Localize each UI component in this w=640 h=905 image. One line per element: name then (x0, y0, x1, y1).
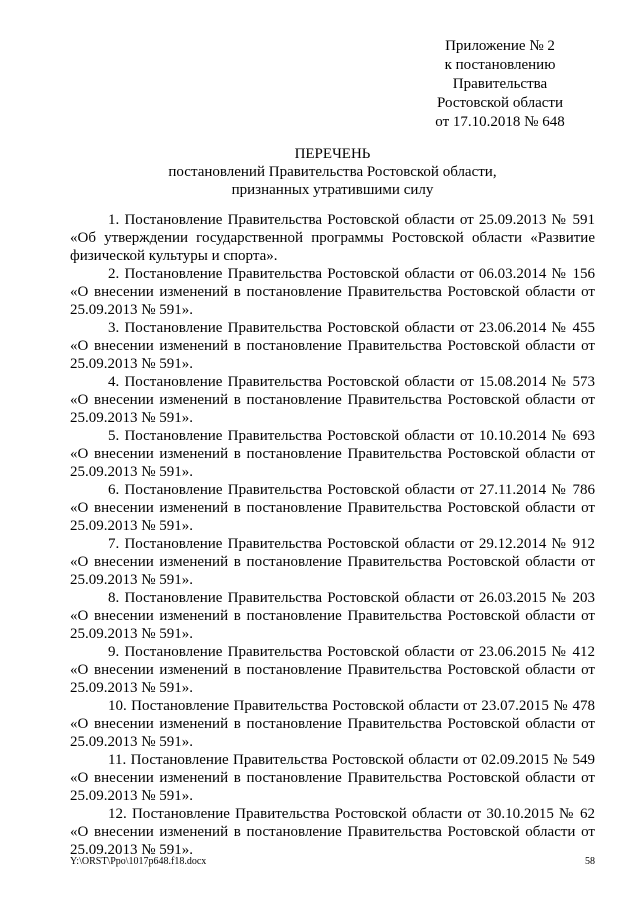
list-item: 3. Постановление Правительства Ростовской области от 23.06.2014 № 455 «О внесении изменений в постановление Правительства Ростовской области от 25.09.2013 № 591». (70, 320, 595, 372)
resolutions-list (70, 211, 595, 859)
list-item: 5. Постановление Правительства Ростовской области от 10.10.2014 № 693 «О внесении изменений в постановление Правительства Ростовской области от 25.09.2013 № 591». (70, 428, 595, 480)
appendix-line: от 17.10.2018 № 648 (435, 114, 565, 130)
list-item: 1. Постановление Правительства Ростовской области от 25.09.2013 № 591 «Об утверждении государственной программы Ростовской области «Развитие физической культуры и спорта». (70, 212, 595, 264)
heading-subtitle-line-2: признанных утратившими силу (231, 182, 434, 198)
list-item: 6. Постановление Правительства Ростовской области от 27.11.2014 № 786 «О внесении изменений в постановление Правительства Ростовской области от 25.09.2013 № 591». (70, 482, 595, 534)
list-item: 12. Постановление Правительства Ростовской области от 30.10.2015 № 62 «О внесении изменений в постановление Правительства Ростовской области от 25.09.2013 № 591». (70, 806, 595, 858)
heading-subtitle-line-1: постановлений Правительства Ростовской области, (168, 164, 497, 180)
list-item: 4. Постановление Правительства Ростовской области от 15.08.2014 № 573 «О внесении изменений в постановление Правительства Ростовской области от 25.09.2013 № 591». (70, 374, 595, 426)
page-number: 58 (585, 856, 595, 867)
list-item: 10. Постановление Правительства Ростовской области от 23.07.2015 № 478 «О внесении изменений в постановление Правительства Ростовской области от 25.09.2013 № 591». (70, 698, 595, 750)
heading-title: ПЕРЕЧЕНЬ (294, 146, 371, 162)
appendix-block (400, 37, 600, 132)
list-item: 8. Постановление Правительства Ростовской области от 26.03.2015 № 203 «О внесении изменений в постановление Правительства Ростовской области от 25.09.2013 № 591». (70, 590, 595, 642)
list-item: 7. Постановление Правительства Ростовской области от 29.12.2014 № 912 «О внесении изменений в постановление Правительства Ростовской области от 25.09.2013 № 591». (70, 536, 595, 588)
document-heading (70, 145, 595, 199)
list-item: 9. Постановление Правительства Ростовской области от 23.06.2015 № 412 «О внесении изменений в постановление Правительства Ростовской области от 25.09.2013 № 591». (70, 644, 595, 696)
appendix-line: Приложение № 2 (445, 38, 555, 54)
appendix-line: к постановлению (444, 57, 556, 73)
appendix-line: Правительства (452, 76, 548, 92)
appendix-line: Ростовской области (437, 95, 563, 111)
footer-file-path: Y:\ORST\Ppo\1017p648.f18.docx (70, 856, 207, 867)
list-item: 11. Постановление Правительства Ростовской области от 02.09.2015 № 549 «О внесении изменений в постановление Правительства Ростовской области от 25.09.2013 № 591». (70, 752, 595, 804)
list-item: 2. Постановление Правительства Ростовской области от 06.03.2014 № 156 «О внесении изменений в постановление Правительства Ростовской области от 25.09.2013 № 591». (70, 266, 595, 318)
